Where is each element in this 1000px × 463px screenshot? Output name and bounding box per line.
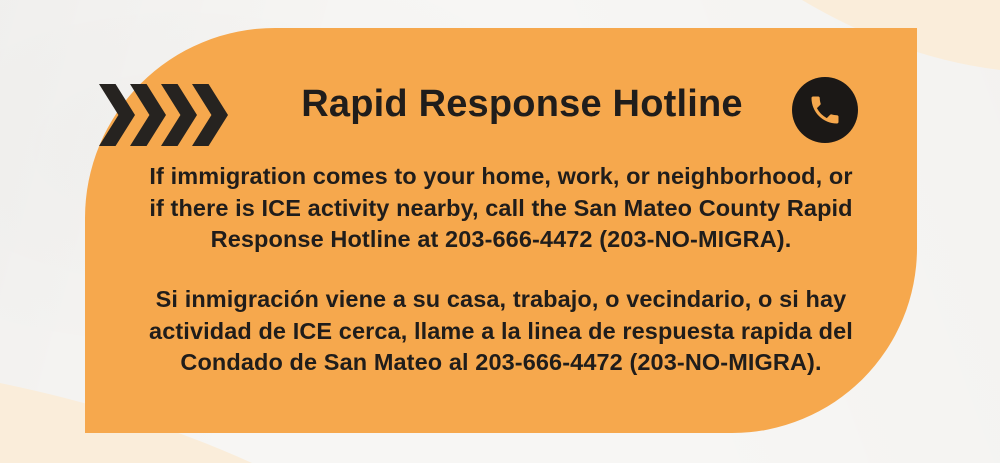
page-title: Rapid Response Hotline [301, 83, 743, 125]
chevron-right-icon [99, 84, 135, 146]
chevron-right-icon [161, 84, 197, 146]
chevron-right-icon [192, 84, 228, 146]
chevron-group [99, 84, 223, 146]
english-line: If immigration comes to your home, work, or neighborhood, or [149, 163, 853, 189]
spanish-paragraph [85, 284, 917, 379]
spanish-line: Condado de San Mateo al 203-666-4472 (203-NO-MIGRA). [180, 349, 822, 375]
chevron-right-icon [130, 84, 166, 146]
english-line: if there is ICE activity nearby, call the San Mateo County Rapid [149, 194, 853, 221]
spanish-line: Si inmigración viene a su casa, trabajo, o vecindario, o si hay [155, 286, 847, 312]
english-line: Response Hotline at 203-666-4472 (203-NO-MIGRA). [210, 226, 792, 252]
phone-icon [792, 77, 858, 143]
english-paragraph [85, 161, 917, 256]
spanish-line: actividad de ICE cerca, llame a la linea de respuesta rapida del [149, 317, 853, 344]
